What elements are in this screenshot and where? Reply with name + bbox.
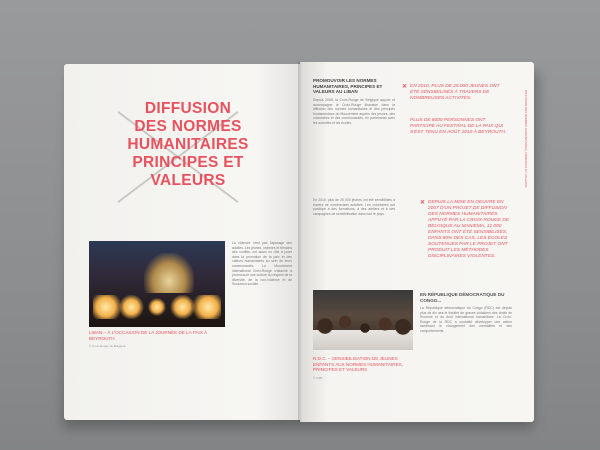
- section-heading: PROMOUVOIR LES NORMES HUMANITAIRES, PRINCIPES ET VALEURS AU LIBAN: [313, 78, 383, 95]
- rdc-text: La République démocratique du Congo (RDC) est depuis plus de dix ans le théâtre de graves violations des droits de l'homme et du droit international humanitaire. La Croix-Rouge de la RDC a souhaité développer une action favorisant le changement des mentalités et des comportements.: [420, 306, 512, 333]
- title-line: DIFFUSION: [144, 100, 232, 117]
- right-body-text-1: Depuis 2008, la Croix-Rouge de Belgique appuie et accompagne la Croix-Rouge libanaise dans la diffusion des normes humanitaires et des principes fondamentaux du Mouvement auprès des jeunes, des volontaires et des communautés, en partenariat avec les autorités et les écoles.: [313, 98, 395, 125]
- left-body-text: La violence n'est pas l'apanage des adultes. Les jeunes, victimes et témoins des conflits, ont aussi un rôle à jouer dans la promotion de la paix et des valeurs humanitaires au sein de leurs communautés. Le Mouvement international Croix-Rouge s'attache à promouvoir une culture du respect de la diversité, de la non-violence et de l'inclusion sociale.: [232, 241, 292, 287]
- title-line: VALEURS: [150, 172, 226, 189]
- rdc-photo: [313, 290, 413, 350]
- beirut-photo-caption: LIBAN – À L'OCCASION DE LA JOURNÉE DE LA PAIX À BEYROUTH: [89, 330, 208, 341]
- right-body-text-2: En 2010, plus de 25 000 jeunes ont été sensibilisés à travers de nombreuses activités. Les volontaires ont participé à des formations, à des ateliers et à des campagnes de sensibilisation dans tout le pays.: [313, 198, 395, 216]
- title-line: PRINCIPES ET: [132, 154, 244, 171]
- cross-icon: ✕: [420, 200, 426, 206]
- mosque-glow: [144, 253, 194, 293]
- rdc-photo-credit: © CRB: [313, 376, 323, 380]
- highlight-quote-2: PLUS DE 8000 PERSONNES ONT PARTICIPÉ AU FESTIVAL DE LA PAIX QUI S'EST TENU EN AOÛT 2010 À BEYROUTH.: [410, 118, 507, 135]
- cross-icon: ✕: [402, 84, 408, 90]
- beirut-photo-credit: © Croix-Rouge de Belgique: [89, 344, 126, 348]
- beirut-photo: [89, 241, 225, 327]
- page-title: [118, 100, 258, 190]
- rdc-photo-caption: R.D.C. – SENSIBILISATION DE JEUNES ENFANTS AUX NORMES HUMANITAIRES, PRINCIPES ET VALEURS: [313, 356, 404, 373]
- children-group: [313, 310, 413, 350]
- vertical-running-header: DIFFUSION DES NORMES HUMANITAIRES, PRINCIPES ET VALEURS: [524, 90, 528, 188]
- highlight-quote-1: EN 2010, PLUS DE 25.000 JEUNES ONT ÉTÉ SENSIBILISÉS À TRAVERS DE NOMBREUSES ACTIVITÉS.: [410, 84, 500, 101]
- page-gutter: [298, 62, 302, 422]
- rdc-heading: EN RÉPUBLIQUE DÉMOCRATIQUE DU CONGO...: [420, 292, 505, 303]
- title-line: HUMANITAIRES: [127, 136, 249, 153]
- candle-lights: [93, 295, 221, 319]
- highlight-quote-3: DEPUIS LA MISE EN OEUVRE EN 2007 D'UN PROJET DE DIFFUSION DES NORMES HUMANITAIRES APPUYÉ PAR LA CROIX-ROUGE DE BELGIQUE AU MANIEMA, 12 000 ENFANTS ONT ÉTÉ SENSIBILISÉS, DANS 80% DES CAS, LES ÉCOLES SOUTENUES PAR LE PROJET ONT PRODUIT LES MÉTHODES DISCIPLINAIRES VIOLENTES.: [428, 200, 510, 259]
- title-line: DES NORMES: [134, 118, 242, 135]
